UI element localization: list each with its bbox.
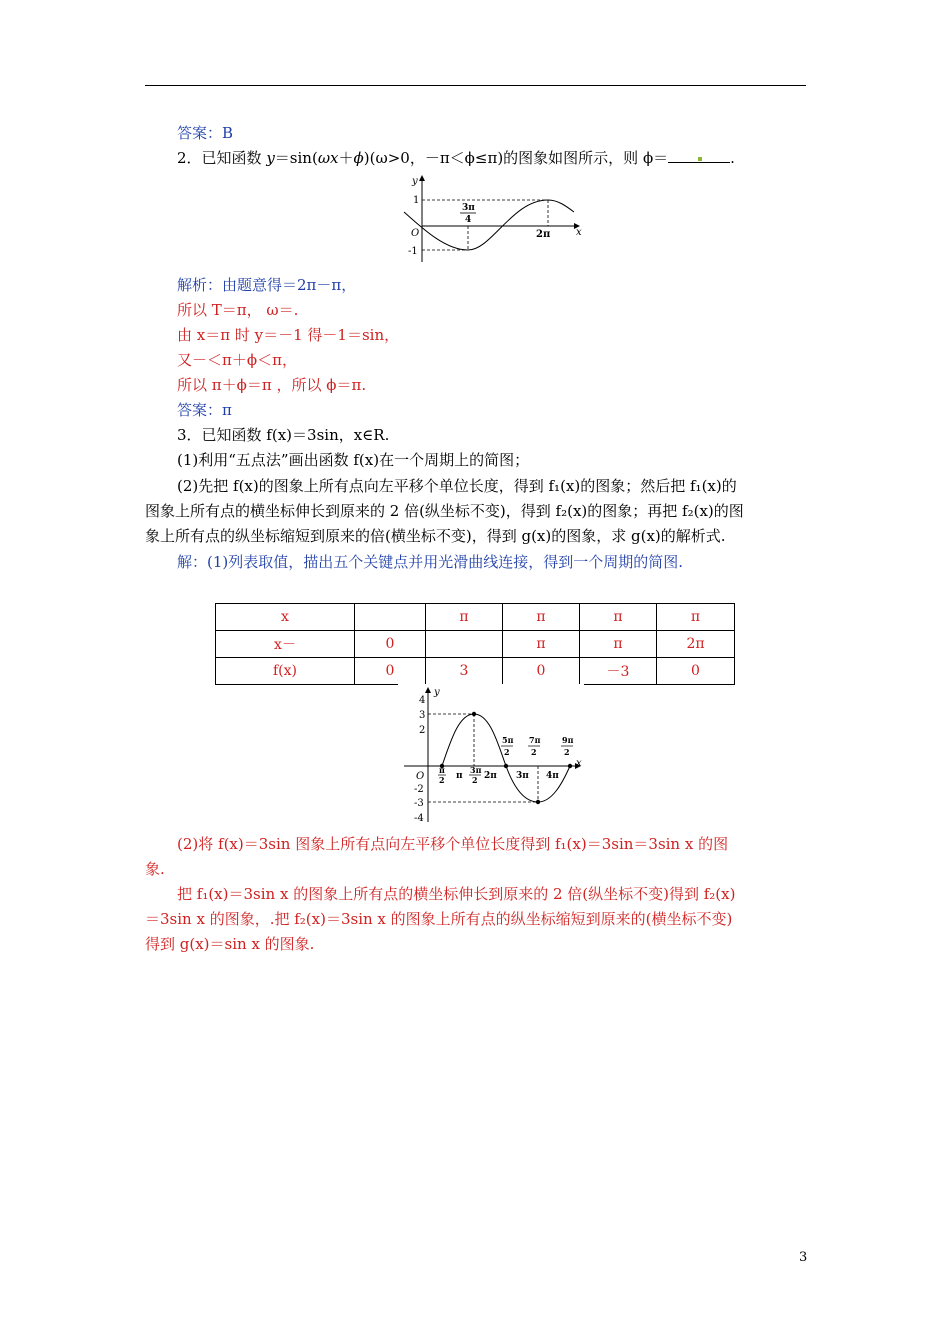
table-cell: x — [216, 604, 355, 631]
q3-key-point — [472, 712, 476, 716]
sol2-line5: 所以 π＋ϕ＝π ，所以 ϕ＝π. — [177, 376, 367, 394]
table-cell: π — [503, 604, 580, 631]
q3-line5: 象上所有点的纵坐标缩短到原来的倍(横坐标不变)，得到 g(x)的图象，求 g(x)的解析式. — [145, 527, 726, 545]
sol3-part2-line2: 象. — [145, 860, 165, 878]
table-cell — [426, 631, 503, 658]
question-2 — [177, 148, 735, 168]
q3-pi: π — [456, 771, 463, 781]
q2-frac-den: 4 — [465, 215, 472, 225]
q3-five-pi-half-den: 2 — [504, 747, 510, 757]
q3-graph-bg — [398, 684, 584, 826]
q3-x-label: x — [576, 758, 582, 769]
q2-tick-neg1: -1 — [408, 246, 418, 257]
q2-tick-1: 1 — [413, 195, 420, 206]
q3-origin: O — [416, 771, 425, 782]
table-cell: π — [580, 631, 657, 658]
q2-frac-num: 3π — [462, 203, 475, 213]
sol3-intro: 解：(1)列表取值，描出五个关键点并用光滑曲线连接，得到一个周期的简图. — [177, 553, 684, 571]
value-table — [215, 603, 735, 685]
q3-y-label: y — [434, 687, 440, 698]
header-rule — [145, 85, 806, 86]
q3-line2: (1)利用“五点法”画出函数 f(x)在一个周期上的简图； — [177, 451, 530, 469]
q3-y-tick: -2 — [414, 784, 424, 795]
sol3-part2-line5: 得到 g(x)＝sin x 的图象. — [145, 935, 315, 953]
table-row — [216, 631, 735, 658]
q3-line1: 3．已知函数 f(x)＝3sin，x∈R. — [177, 426, 390, 444]
table-cell: f(x) — [216, 658, 355, 685]
table-cell — [355, 604, 426, 631]
q2-mid1: ＝sin( — [274, 149, 318, 167]
sol2-line2: 所以 T＝π， ω＝. — [177, 301, 299, 319]
q2-phi: ϕ — [353, 149, 364, 167]
q2-prefix: 2．已知函数 — [177, 149, 267, 167]
sol2-line1: 解析：由题意得＝2π－π， — [177, 276, 357, 294]
q3-y-tick: 2 — [419, 725, 426, 736]
q3-key-point — [536, 800, 540, 804]
table-cell: π — [657, 604, 735, 631]
sol3-part2-line3: 把 f₁(x)＝3sin x 的图象上所有点的横坐标伸长到原来的 2 倍(纵坐标不变)得到 f₂(x) — [177, 885, 736, 903]
sol3-part2-line4: ＝3sin x 的图象，.把 f₂(x)＝3sin x 的图象上所有点的纵坐标缩短到原来的(横坐标不变) — [145, 910, 733, 928]
table-cell: 2π — [657, 631, 735, 658]
table-cell: 0 — [355, 631, 426, 658]
table-cell: 0 — [657, 658, 735, 685]
q2-y: y — [266, 149, 275, 167]
q2-suffix: . — [730, 149, 735, 167]
table-row — [216, 658, 735, 685]
table-cell: π — [426, 604, 503, 631]
answer-1: 答案：B — [177, 124, 234, 142]
q2-y-arrow — [419, 175, 425, 181]
q2-graph — [402, 170, 584, 266]
answer-blank — [668, 148, 730, 163]
q3-y-tick: 3 — [419, 710, 426, 721]
q3-seven-pi-half-den: 2 — [531, 747, 537, 757]
table-cell: －3 — [580, 658, 657, 685]
q3-five-pi-half-num: 5π — [502, 735, 514, 745]
q3-line3: (2)先把 f(x)的图象上所有点向左平移个单位长度，得到 f₁(x)的图象；然后把 f₁(x)的 — [177, 477, 737, 495]
q3-pi-half-num: π — [439, 765, 445, 775]
table-cell: 0 — [503, 658, 580, 685]
q3-y-tick: 4 — [419, 695, 426, 706]
q3-graph — [398, 684, 584, 826]
sol2-line4: 又－＜π＋ϕ＜π， — [177, 351, 297, 369]
q2-y-label: y — [412, 176, 418, 187]
table-cell: π — [580, 604, 657, 631]
table-cell: 3 — [426, 658, 503, 685]
page-number: 3 — [799, 1250, 808, 1265]
table-cell: x－ — [216, 631, 355, 658]
q3-line4: 图象上所有点的横坐标伸长到原来的 2 倍(纵坐标不变)，得到 f₂(x)的图象；再把 f₂(x)的图 — [145, 502, 744, 520]
q3-four-pi: 4π — [546, 771, 559, 781]
q3-seven-pi-half-num: 7π — [529, 735, 541, 745]
q2-mid2: ＋ — [338, 149, 354, 167]
q3-nine-pi-half-num: 9π — [562, 735, 574, 745]
q2-omega-x: ωx — [317, 149, 339, 167]
q3-three-pi: 3π — [516, 771, 529, 781]
table-row — [216, 604, 735, 631]
q2-cond: )(ω>0，－π＜ϕ≤π)的图象如图所示，则 ϕ＝ — [363, 149, 669, 167]
q3-key-point — [568, 764, 572, 768]
q3-nine-pi-half-den: 2 — [564, 747, 570, 757]
q3-y-tick: -4 — [414, 813, 424, 824]
q3-two-pi: 2π — [484, 771, 497, 781]
q3-three-pi-half-den: 2 — [472, 775, 478, 785]
q3-y-tick: -3 — [414, 798, 424, 809]
answer-2: 答案：π — [177, 401, 232, 419]
sol3-part2-line1: (2)将 f(x)＝3sin 图象上所有点向左平移个单位长度得到 f₁(x)＝3sin＝3sin x 的图 — [177, 835, 729, 853]
table-cell: π — [503, 631, 580, 658]
q2-origin: O — [411, 228, 420, 239]
q2-x-label: x — [576, 227, 582, 238]
q2-two-pi: 2π — [536, 229, 551, 240]
q2-sine-curve — [404, 200, 574, 250]
q3-key-point — [504, 764, 508, 768]
q3-pi-half-den: 2 — [439, 775, 445, 785]
table-cell: 0 — [355, 658, 426, 685]
sol2-line3: 由 x＝π 时 y＝－1 得－1＝sin， — [177, 326, 400, 344]
q3-three-pi-half-num: 3π — [470, 765, 482, 775]
blank-marker — [698, 157, 702, 161]
